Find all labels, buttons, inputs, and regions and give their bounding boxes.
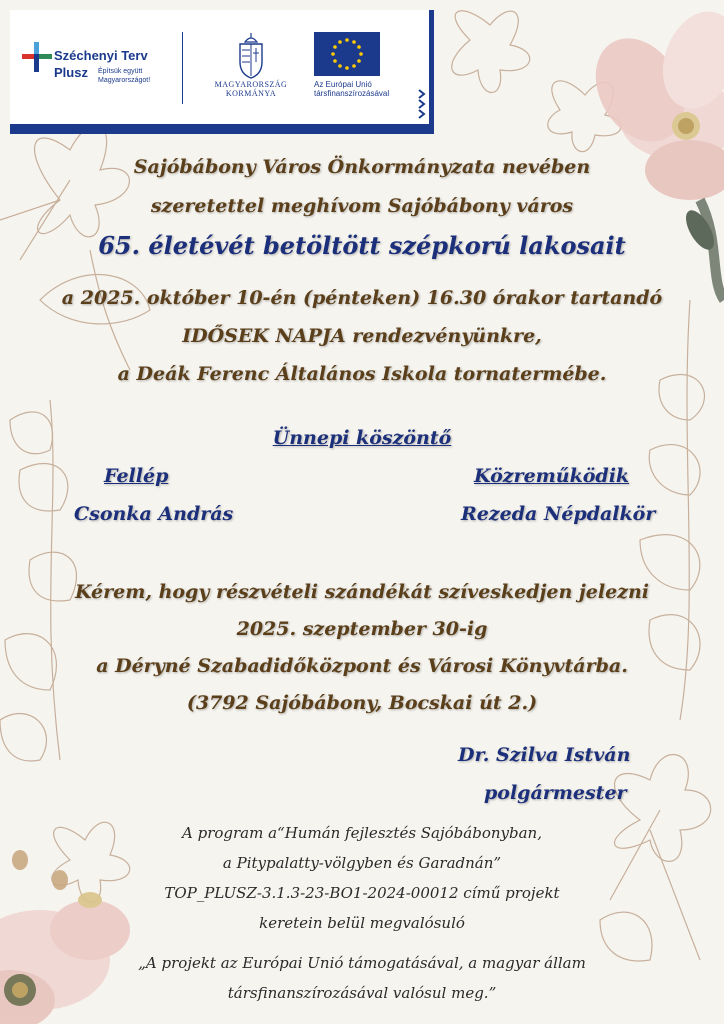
signature-title: polgármester [484,782,627,804]
footer-line-6: társfinanszírozásával valósul meg.” [227,984,497,1002]
rsvp-line-1: Kérem, hogy részvételi szándékát szíveskedjen jelezni [74,581,650,603]
rsvp-line-4: (3792 Sajóbábony, Bocskai út 2.) [186,692,538,714]
szechenyi-title: Széchenyi Terv [54,48,148,63]
eu-line-2: társfinanszírozásával [314,89,390,98]
hungarian-crest-icon [236,32,266,80]
program-heading: Ünnepi köszöntő [272,427,452,449]
performer-label: Fellép [104,465,169,487]
eu-line-1: Az Európai Unió [314,80,372,89]
performer-name: Csonka András [74,503,234,525]
footer-line-2: a Pitypalatty-völgyben és Garadnán” [222,854,502,872]
eu-logo [314,32,414,112]
footer-line-3: TOP_PLUSZ-3.1.3-23-BO1-2024-00012 című projekt [164,884,560,902]
szechenyi-tagline-2: Magyarországot! [98,77,151,84]
invitation-line-1: Sajóbábony Város Önkormányzata nevében [133,156,591,178]
invitation-line-5: a Deák Ferenc Általános Iskola tornatermébe. [117,363,607,385]
logo-divider [182,32,183,104]
szechenyi-terv-logo [20,40,190,100]
invitation-headline: 65. életévét betöltött szépkorú lakosait [98,231,626,260]
szechenyi-tagline-1: Építsük együtt [98,68,143,75]
rsvp-line-3: a Déryné Szabadidőközpont és Városi Könyvtárba. [96,655,628,677]
invitation-line-3: a 2025. október 10-én (pénteken) 16.30 órakor tartandó [61,287,663,309]
government-line-1: MAGYARORSZÁG [214,80,288,89]
szechenyi-cross-icon [20,40,54,74]
contributor-label: Közreműködik [474,465,630,487]
footer-line-4: keretein belül megvalósuló [259,914,465,932]
logo-banner [10,10,434,134]
eu-flag-icon [314,32,380,76]
invitation-line-4: IDŐSEK NAPJA rendezvényünkre, [182,325,542,347]
government-logo [196,32,306,112]
footer-line-5: „A projekt az Európai Unió támogatásával, a magyar állam [138,954,586,972]
chevron-decoration-icon [416,86,430,126]
invitation-line-2: szeretettel meghívom Sajóbábony város [150,195,574,217]
rsvp-line-2: 2025. szeptember 30-ig [236,618,488,640]
footer-line-1: A program a“Humán fejlesztés Sajóbábonyban, [182,824,542,842]
signature-name: Dr. Szilva István [458,744,631,766]
contributor-name: Rezeda Népdalkör [461,503,656,525]
szechenyi-plus: Plusz [54,65,88,80]
government-line-2: KORMÁNYA [225,89,277,98]
